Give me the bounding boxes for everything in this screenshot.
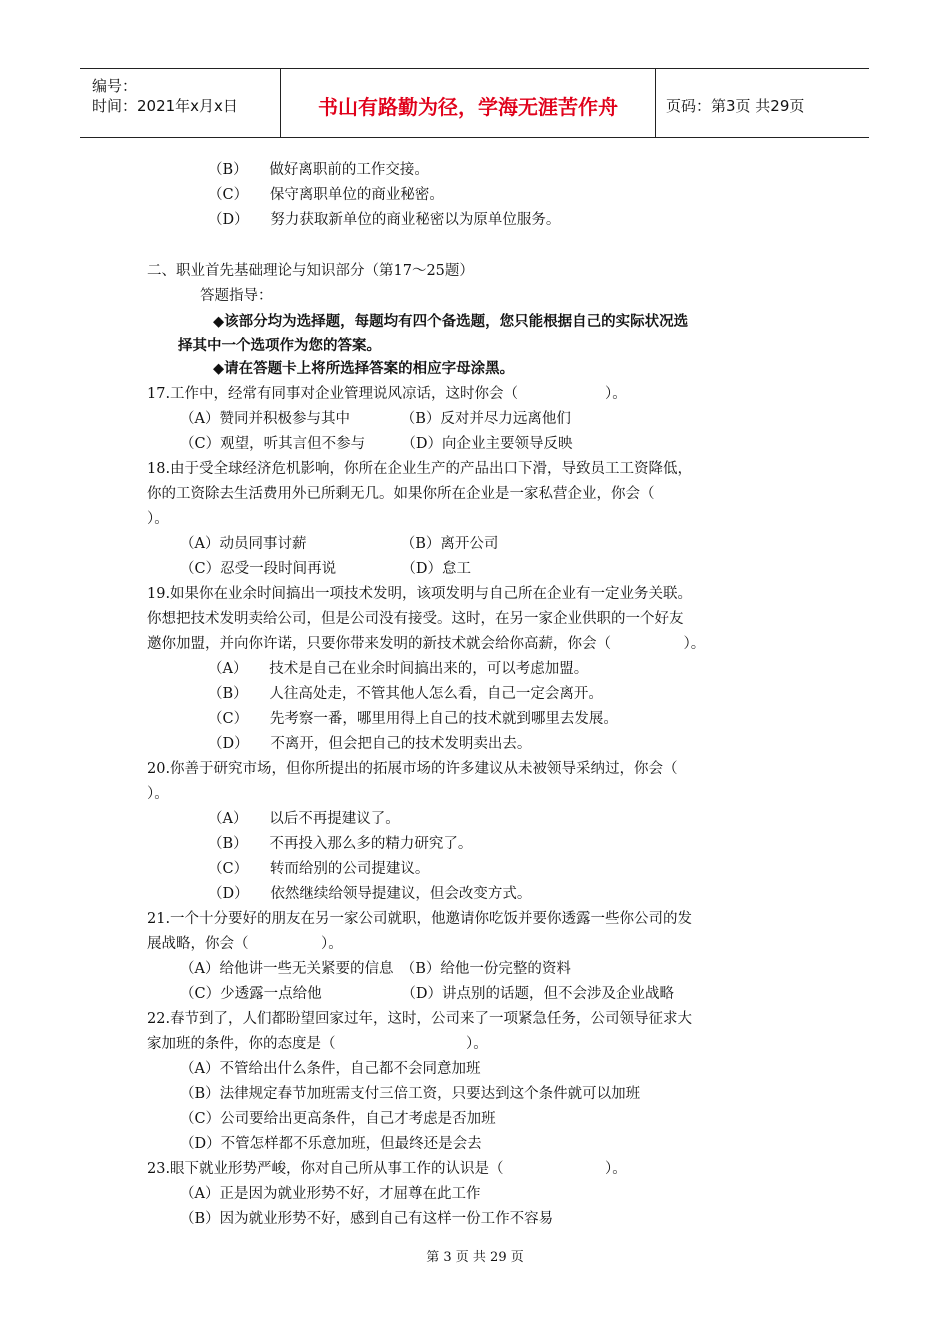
text-line: 20.你善于研究市场，但你所提出的拓展市场的许多建议从未被领导采纳过，你会（ (147, 761, 678, 777)
text-line: （B） 做好离职前的工作交接。 (208, 162, 429, 178)
text-line: 22.春节到了，人们都盼望回家过年，这时，公司来了一项紧急任务，公司领导征求大 (147, 1011, 693, 1027)
text-line: 你的工资除去生活费用外已所剩无几。如果你所在企业是一家私营企业，你会（ (147, 486, 655, 502)
text-line: （B） 人往高处走，不管其他人怎么看，自己一定会离开。 (208, 686, 603, 702)
text-line: （C） 转而给别的公司提建议。 (208, 861, 430, 877)
text-line: 18.由于受全球经济危机影响，你所在企业生产的产品出口下滑，导致员工工资降低， (147, 461, 693, 477)
text-line: （A）不管给出什么条件，自己都不会同意加班 (180, 1061, 481, 1077)
text-line: （A）给他讲一些无关紧要的信息 （B）给他一份完整的资料 (180, 961, 571, 977)
page-code: 页码：第3页 共29页 (666, 97, 805, 115)
text-line: 二、职业首先基础理论与知识部分（第17～25题） (147, 263, 474, 279)
text-line: （C）公司要给出更高条件，自己才考虑是否加班 (180, 1111, 496, 1127)
text-line: （C） 先考察一番，哪里用得上自己的技术就到哪里去发展。 (208, 711, 618, 727)
page-footer: 第 3 页 共 29 页 (426, 1250, 524, 1265)
text-line: （A）赞同并积极参与其中 （B）反对并尽力远离他们 (180, 411, 571, 427)
text-line: （B）因为就业形势不好，感到自己有这样一份工作不容易 (180, 1211, 554, 1227)
text-line: 17.工作中，经常有同事对企业管理说风凉话，这时你会（ ）。 (147, 386, 627, 402)
text-line: （D） 努力获取新单位的商业秘密以为原单位服务。 (208, 212, 561, 228)
doc-number-label: 编号： (92, 77, 138, 95)
header-motto: 书山有路勤为径，学海无涯苦作舟 (318, 95, 618, 119)
text-line: 展战略，你会（ ）。 (147, 936, 343, 952)
header-divider-right (655, 69, 656, 137)
text-line: （C）观望，听其言但不参与 （D）向企业主要领导反映 (180, 436, 573, 452)
text-line: 19.如果你在业余时间搞出一项技术发明，该项发明与自己所在企业有一定业务关联。 (147, 586, 693, 602)
text-line: （D）不管怎样都不乐意加班，但最终还是会去 (180, 1136, 482, 1152)
text-line: 邀你加盟，并向你许诺，只要你带来发明的新技术就会给你高薪，你会（ ）。 (147, 636, 706, 652)
text-line: （C） 保守离职单位的商业秘密。 (208, 187, 444, 203)
text-line: ）。 (147, 786, 169, 802)
text-line: （A）动员同事讨薪 （B）离开公司 (180, 536, 499, 552)
text-line: ）。 (147, 511, 169, 527)
text-line: ◆该部分均为选择题，每题均有四个备选题，您只能根据自己的实际状况选 (213, 314, 689, 330)
doc-date-label: 时间：2021年x月x日 (92, 97, 238, 115)
text-line: 家加班的条件，你的态度是（ ）。 (147, 1036, 488, 1052)
page-header (80, 68, 869, 138)
text-line: （C）少透露一点给他 （D）讲点别的话题，但不会涉及企业战略 (180, 986, 674, 1002)
text-line: 你想把技术发明卖给公司，但是公司没有接受。这时，在另一家企业供职的一个好友 (147, 611, 684, 627)
text-line: 择其中一个选项作为您的答案。 (178, 338, 381, 354)
text-line: 答题指导： (200, 288, 273, 304)
text-line: （C）忍受一段时间再说 （D）怠工 (180, 561, 471, 577)
header-divider-left (280, 69, 281, 137)
text-line: （A） 技术是自己在业余时间搞出来的，可以考虑加盟。 (208, 661, 589, 677)
text-line: （D） 依然继续给领导提建议，但会改变方式。 (208, 886, 532, 902)
text-line: ◆请在答题卡上将所选择答案的相应字母涂黑。 (213, 361, 515, 377)
text-line: 23.眼下就业形势严峻，你对自己所从事工作的认识是（ ）。 (147, 1161, 627, 1177)
text-line: 21.一个十分要好的朋友在另一家公司就职，他邀请你吃饭并要你透露一些你公司的发 (147, 911, 693, 927)
text-line: （B） 不再投入那么多的精力研究了。 (208, 836, 473, 852)
text-line: （A）正是因为就业形势不好，才屈尊在此工作 (180, 1186, 481, 1202)
text-line: （A） 以后不再提建议了。 (208, 811, 400, 827)
text-line: （D） 不离开，但会把自己的技术发明卖出去。 (208, 736, 532, 752)
text-line: （B）法律规定春节加班需支付三倍工资，只要达到这个条件就可以加班 (180, 1086, 641, 1102)
